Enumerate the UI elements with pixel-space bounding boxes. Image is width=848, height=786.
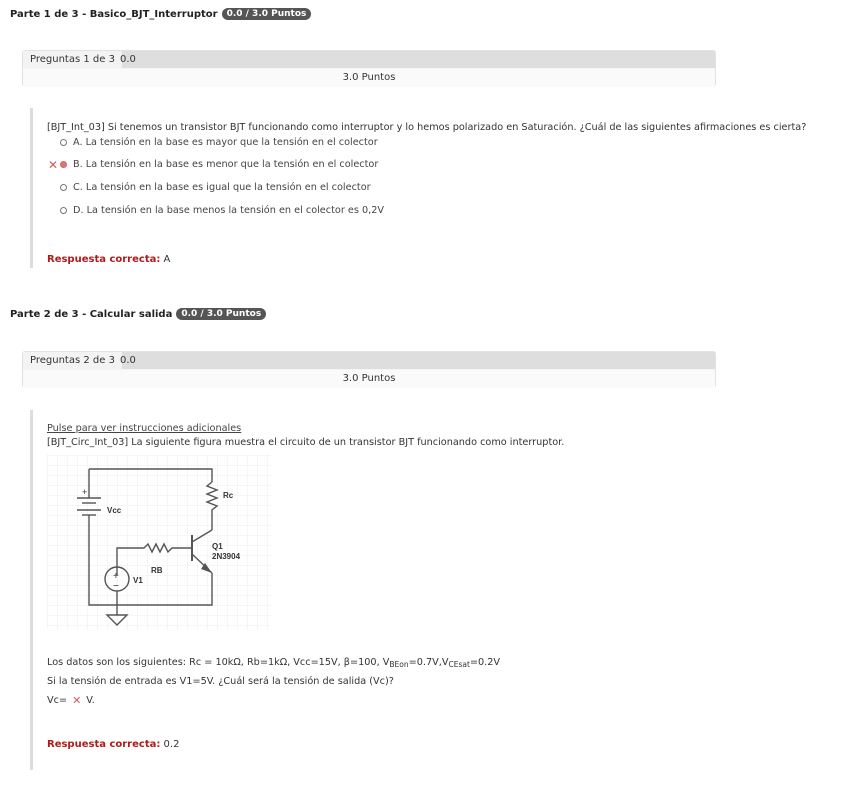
rc-label: Rc [223, 491, 234, 500]
grid-background [47, 455, 271, 630]
option-d-label: D. La tensión en la base menos la tensión en el colector es 0,2V [73, 205, 385, 216]
part-2-score-badge: 0.0 / 3.0 Puntos [176, 308, 266, 320]
problem-data [47, 657, 500, 669]
q1-label: Q1 [212, 542, 223, 551]
correct-answer-value: A [163, 254, 171, 265]
part-1-header [10, 8, 311, 20]
progress-label: Preguntas 2 de 3 [23, 352, 123, 369]
question-1-box [30, 108, 807, 268]
circuit-diagram [47, 455, 271, 630]
question-2-box [30, 410, 733, 770]
option-d[interactable] [60, 205, 384, 216]
vcc-plus: + [82, 487, 88, 497]
part-1-title: Parte 1 de 3 - Basico_BJT_Interruptor [10, 8, 218, 20]
points-label: 3.0 Puntos [23, 69, 715, 87]
correct-answer-1 [47, 254, 170, 265]
answer-prefix: Vc= [47, 695, 68, 706]
option-c-label: C. La tensión en la base es igual que la tensión en el colector [73, 182, 371, 193]
data-sub-beon: BEon [389, 660, 409, 669]
data-suffix: =0.2V [469, 657, 501, 668]
progress-value: 0.0 [120, 355, 136, 366]
option-a[interactable] [60, 137, 378, 148]
correct-answer-2 [47, 739, 179, 750]
data-mid: =0.7V,V [408, 657, 449, 668]
radio-b-selected[interactable] [60, 161, 67, 168]
x-mark-icon: ✕ [72, 694, 82, 707]
radio-d[interactable] [60, 207, 67, 214]
part-1-progress [22, 50, 716, 87]
part-2-title: Parte 2 de 3 - Calcular salida [10, 308, 173, 320]
rb-label: RB [151, 566, 163, 575]
part-2-header [10, 308, 266, 320]
option-c[interactable] [60, 182, 371, 193]
x-mark-icon: ✕ [48, 158, 59, 172]
question-line: Si la tensión de entrada es V1=5V. ¿Cuál será la tensión de salida (Vc)? [47, 676, 394, 687]
v1-plus: + [113, 571, 119, 582]
model-label: 2N3904 [212, 552, 241, 561]
progress-value: 0.0 [120, 54, 136, 65]
v1-minus: − [113, 581, 119, 592]
answer-line [47, 694, 95, 707]
option-b[interactable] [60, 159, 378, 170]
points-label: 3.0 Puntos [23, 370, 715, 388]
instructions-link[interactable]: Pulse para ver instrucciones adicionales [47, 423, 242, 434]
option-b-label: B. La tensión en la base es menor que la tensión en el colector [73, 159, 379, 170]
option-a-label: A. La tensión en la base es mayor que la tensión en el colector [73, 137, 378, 148]
v1-label: V1 [133, 576, 143, 585]
question-1-text: [BJT_Int_03] Si tenemos un transistor BJT funcionando como interruptor y lo hemos polarizado en Saturación. ¿Cuál de las siguientes afirmaciones es cierta? [47, 122, 807, 133]
correct-answer-label: Respuesta correcta: [47, 739, 161, 750]
question-2-text: [BJT_Circ_Int_03] La siguiente figura muestra el circuito de un transistor BJT funcionando como interruptor. [47, 437, 565, 448]
radio-c[interactable] [60, 184, 67, 191]
vcc-label: Vcc [107, 506, 122, 515]
progress-label: Preguntas 1 de 3 [23, 51, 123, 68]
part-1-score-badge: 0.0 / 3.0 Puntos [222, 8, 312, 20]
part-2-progress [22, 351, 716, 388]
data-prefix: Los datos son los siguientes: Rc = 10kΩ, Rb=1kΩ, Vcc=15V, β=100, V [47, 657, 390, 668]
answer-suffix: V. [86, 695, 95, 706]
correct-answer-value: 0.2 [163, 739, 180, 750]
data-sub-cesat: CEsat [448, 660, 470, 669]
correct-answer-label: Respuesta correcta: [47, 254, 161, 265]
radio-a[interactable] [60, 139, 67, 146]
